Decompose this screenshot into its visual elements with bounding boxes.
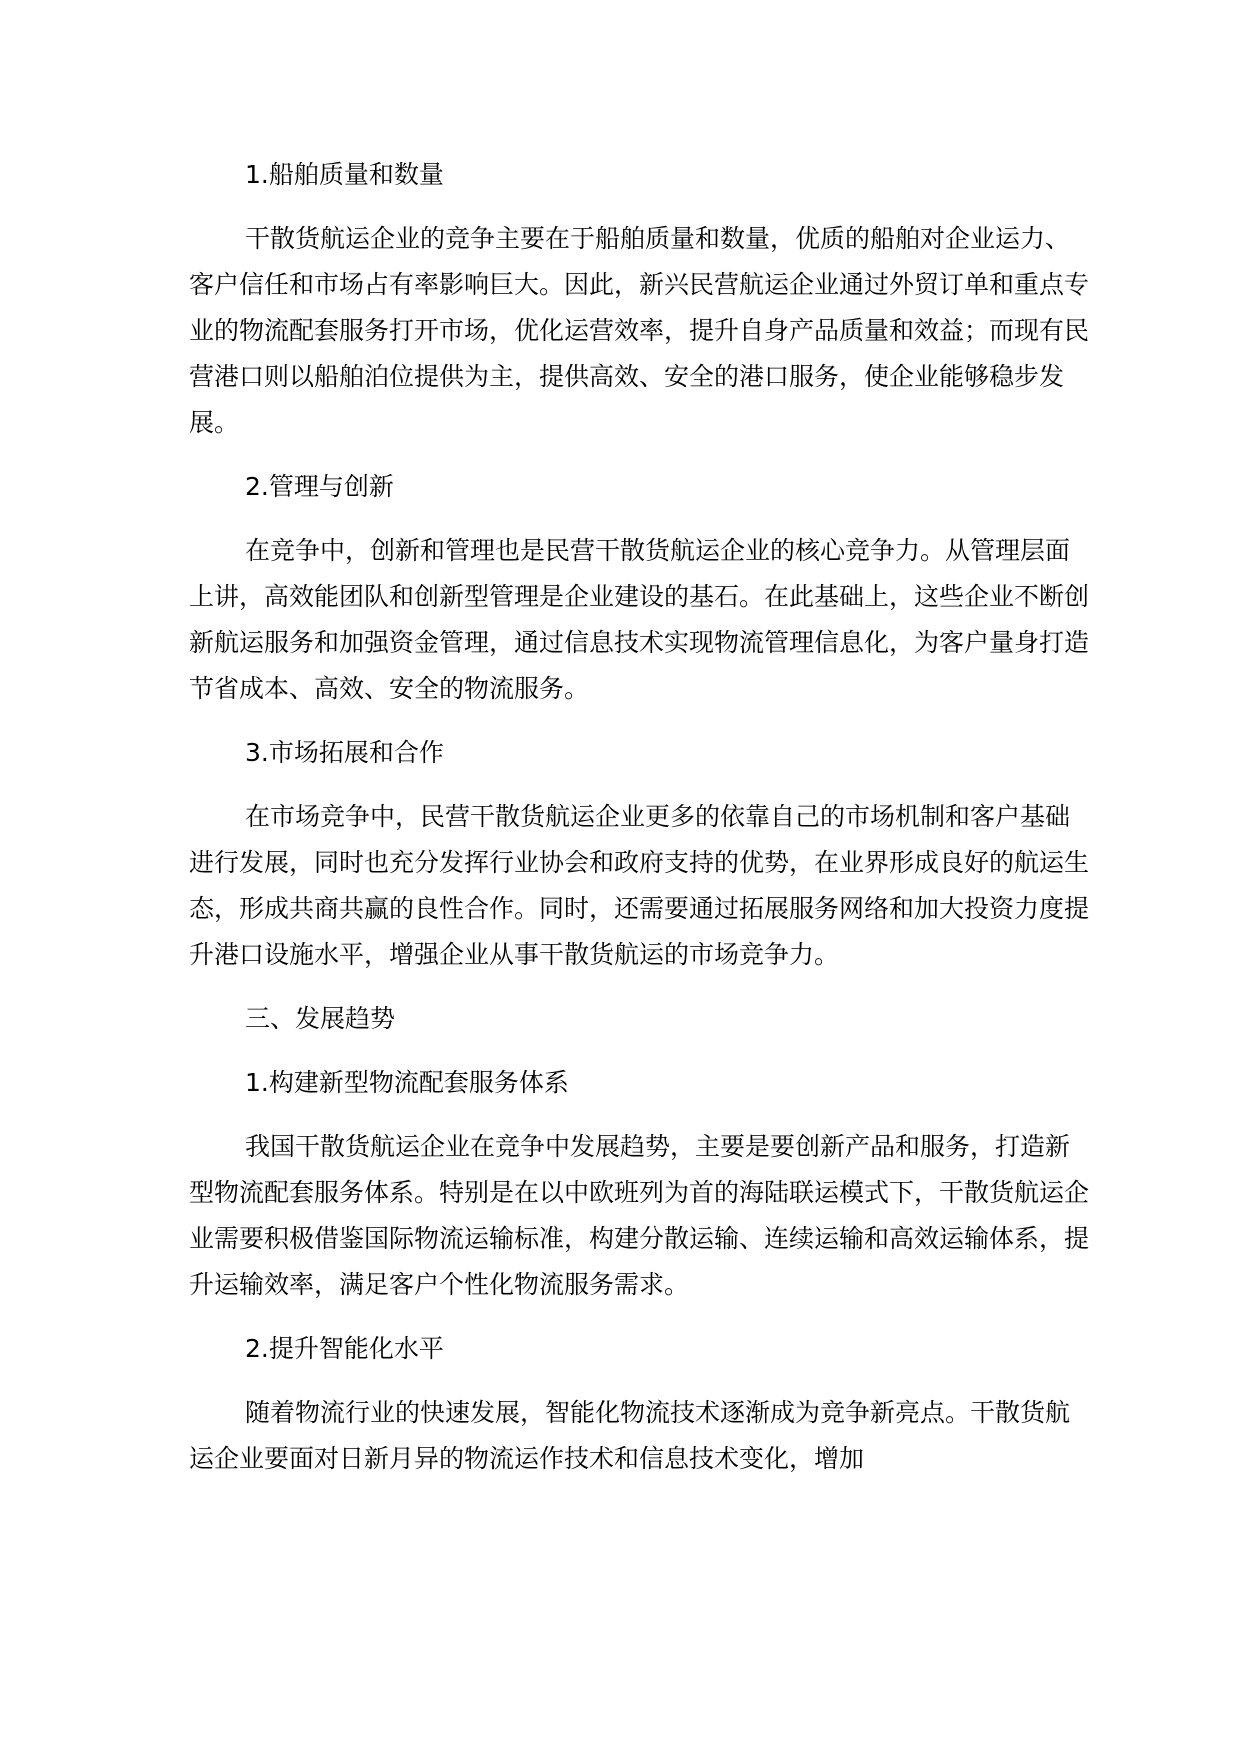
- section-heading: 1.船舶质量和数量: [245, 160, 444, 189]
- section-paragraph: 在市场竞争中，民营干散货航运企业更多的依靠自己的市场机制和客户基础进行发展，同时也充分发挥行业协会和政府支持的优势，在业界形成良好的航运生态，形成共商共赢的良性合作。同时，还需要通过拓展服务网络和加大投资力度提升港口设施水平，增强企业从事干散货航运的市场竞争力。: [189, 802, 1090, 969]
- chapter-heading: 三、发展趋势: [245, 1004, 396, 1033]
- section-paragraph: 在竞争中，创新和管理也是民营干散货航运企业的核心竞争力。从管理层面上讲，高效能团队和创新型管理是企业建设的基石。在此基础上，这些企业不断创新航运服务和加强资金管理，通过信息技术实现物流管理信息化，为客户量身打造节省成本、高效、安全的物流服务。: [189, 536, 1090, 703]
- section-heading: 3.市场拓展和合作: [245, 738, 444, 767]
- document-body: [189, 152, 1089, 1482]
- section-heading: 1.构建新型物流配套服务体系: [245, 1068, 569, 1097]
- section-heading: 2.管理与创新: [245, 472, 394, 501]
- section-paragraph: 干散货航运企业的竞争主要在于船舶质量和数量，优质的船舶对企业运力、客户信任和市场占有率影响巨大。因此，新兴民营航运企业通过外贸订单和重点专业的物流配套服务打开市场，优化运营效率，提升自身产品质量和效益；而现有民营港口则以船舶泊位提供为主，提供高效、安全的港口服务，使企业能够稳步发展。: [189, 224, 1090, 437]
- section-paragraph: 随着物流行业的快速发展，智能化物流技术逐渐成为竞争新亮点。干散货航运企业要面对日新月异的物流运作技术和信息技术变化，增加: [189, 1398, 1071, 1473]
- section-paragraph: 我国干散货航运企业在竞争中发展趋势，主要是要创新产品和服务，打造新型物流配套服务体系。特别是在以中欧班列为首的海陆联运模式下，干散货航运企业需要积极借鉴国际物流运输标准，构建分散运输、连续运输和高效运输体系，提升运输效率，满足客户个性化物流服务需求。: [189, 1132, 1090, 1299]
- section-heading: 2.提升智能化水平: [245, 1334, 444, 1363]
